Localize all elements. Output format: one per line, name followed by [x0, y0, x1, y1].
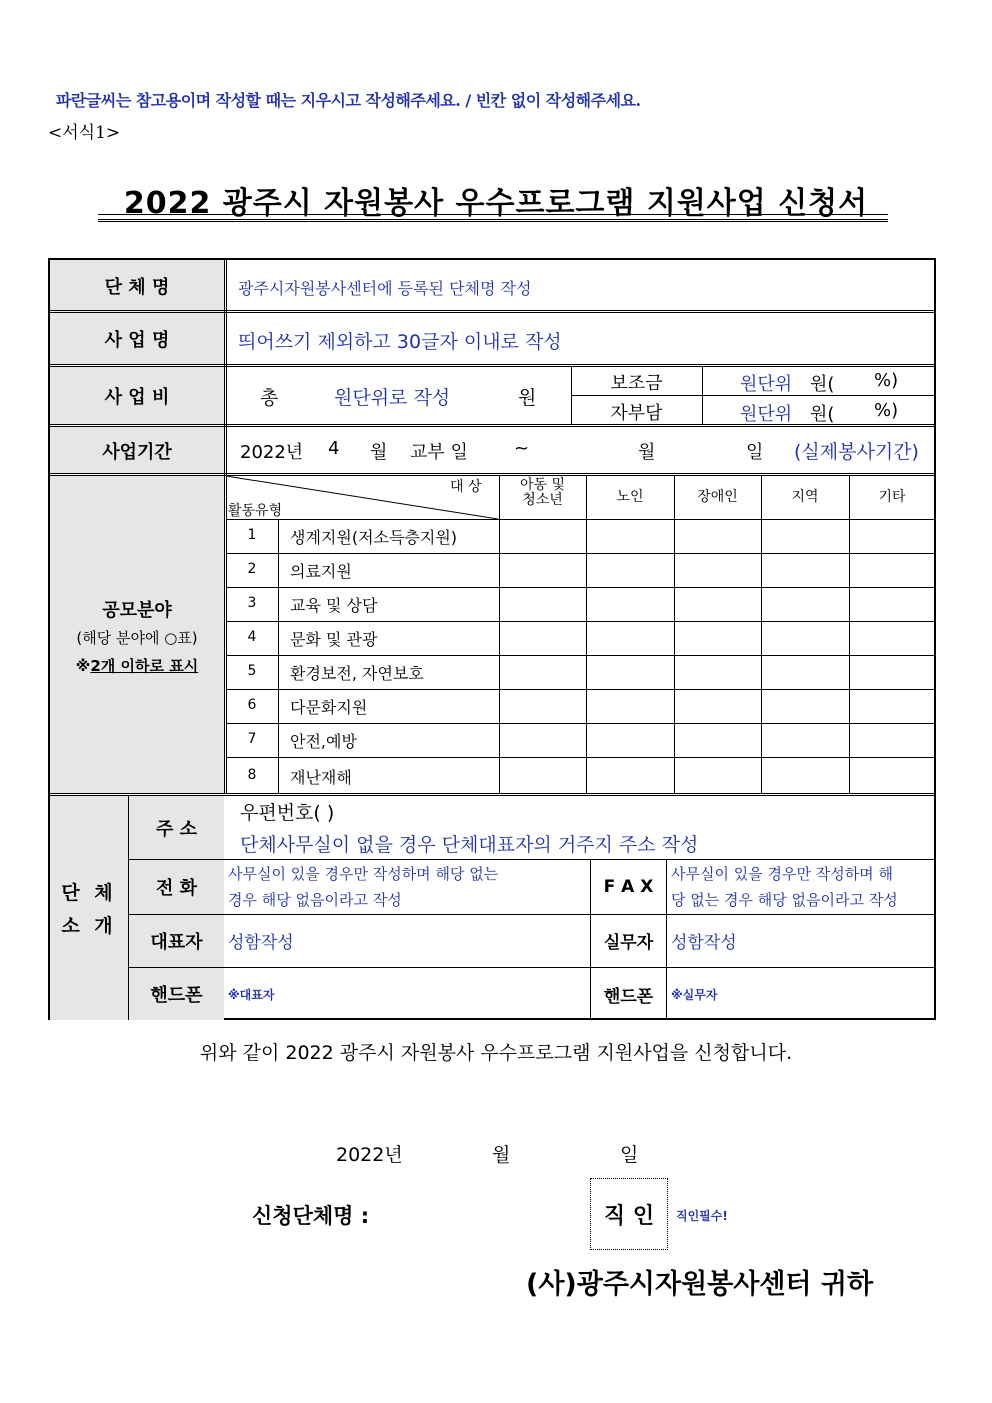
- period-end-month[interactable]: 월: [638, 442, 656, 463]
- diag-type-label: 활동유형: [228, 503, 283, 519]
- col-youth: 아동 및 청소년: [519, 477, 566, 508]
- mobile-staff-field[interactable]: ※실무자: [671, 988, 718, 1002]
- fax-field-line2[interactable]: 당 없는 경우 해당 없음이라고 작성: [671, 891, 898, 909]
- page-title: 2022 광주시 자원봉사 우수프로그램 지원사업 신청서: [123, 186, 869, 221]
- divider: [129, 859, 934, 860]
- application-statement: 위와 같이 2022 광주시 자원봉사 우수프로그램 지원사업을 신청합니다.: [199, 1042, 793, 1064]
- period-start-month-field[interactable]: 4: [328, 438, 340, 459]
- period-month-unit: 월: [370, 442, 388, 463]
- col-elderly: 노인: [616, 489, 644, 505]
- row-number: 1: [247, 527, 257, 543]
- mobile-rep-field[interactable]: ※대표자: [228, 988, 275, 1002]
- form-number: <서식1>: [48, 123, 121, 143]
- date-month-field[interactable]: 월: [492, 1144, 511, 1166]
- self-funding-field[interactable]: 원단위: [740, 404, 793, 425]
- date-year: 2022년: [336, 1144, 403, 1166]
- org-name-field[interactable]: 광주시자원봉사센터에 등록된 단체명 작성: [238, 279, 532, 298]
- divider: [666, 860, 667, 1020]
- date-day-field[interactable]: 일: [620, 1144, 639, 1166]
- project-name-label: 사 업 명: [50, 313, 224, 365]
- divider: [278, 519, 279, 794]
- row-type: 재난재해: [290, 768, 352, 787]
- field-label: 공모분야: [102, 600, 172, 621]
- row-number: 7: [247, 731, 257, 747]
- self-funding-label: 자부담: [610, 403, 663, 424]
- seal-box[interactable]: 직 인: [590, 1178, 668, 1250]
- subsidy-field[interactable]: 원단위: [740, 374, 793, 395]
- seal-note: 직인필수!: [676, 1209, 728, 1223]
- phone-field-line2[interactable]: 경우 해당 없음이라고 작성: [228, 891, 402, 909]
- title-underline-2: [98, 221, 888, 222]
- row-number: 3: [247, 595, 257, 611]
- address-label: 주 소: [129, 796, 224, 859]
- divider: [702, 367, 703, 425]
- fax-label: F A X: [603, 877, 654, 897]
- mobile-label: 핸드폰: [129, 968, 224, 1020]
- address-field[interactable]: 단체사무실이 없을 경우 단체대표자의 거주지 주소 작성: [240, 834, 699, 856]
- self-funding-unit: 원(: [810, 404, 835, 425]
- zip-code-field[interactable]: 우편번호( ): [240, 802, 335, 824]
- row-type: 생계지원(저소득층지원): [290, 528, 458, 547]
- field-selection-grid[interactable]: [500, 520, 934, 793]
- phone-field-line1[interactable]: 사무실이 있을 경우만 작성하며 해당 없는: [228, 865, 499, 883]
- staff-field[interactable]: 성함작성: [671, 933, 737, 953]
- subsidy-label: 보조금: [610, 373, 663, 394]
- title-underline: [98, 214, 888, 220]
- representative-field[interactable]: 성함작성: [228, 933, 294, 953]
- period-start-day: 교부 일: [410, 442, 468, 463]
- row-number: 8: [247, 767, 257, 783]
- field-note: (해당 분야에 ○표): [76, 629, 198, 647]
- org-info-label-2: 소 개: [61, 915, 117, 937]
- budget-total-field[interactable]: 원단위로 작성: [334, 387, 451, 409]
- representative-label: 대표자: [129, 915, 224, 967]
- col-region: 지역: [791, 489, 819, 505]
- application-form: [48, 258, 936, 1020]
- row-number: 2: [247, 561, 257, 577]
- col-disabled: 장애인: [697, 489, 738, 505]
- diag-target-label: 대 상: [450, 479, 482, 495]
- row-type: 안전,예방: [290, 732, 357, 751]
- row-number: 6: [247, 697, 257, 713]
- recipient: (사)광주시자원봉사센터 귀하: [526, 1269, 874, 1300]
- divider: [129, 967, 934, 968]
- row-type: 다문화지원: [290, 698, 368, 717]
- row-type: 문화 및 관광: [290, 630, 378, 649]
- budget-total-prefix: 총: [260, 387, 279, 409]
- row-type: 환경보전, 자연보호: [290, 664, 424, 683]
- field-limit-note: ※2개 이하로 표시: [75, 657, 199, 675]
- org-name-label: 단 체 명: [50, 260, 224, 312]
- row-type: 교육 및 상담: [290, 596, 378, 615]
- divider: [129, 914, 934, 915]
- period-note: (실제봉사기간): [794, 441, 919, 463]
- org-info-label-1: 단 체: [61, 882, 117, 904]
- notice-text: 파란글씨는 참고용이며 작성할 때는 지우시고 작성해주세요. / 빈칸 없이 작성해주세요.: [56, 91, 641, 110]
- phone-label: 전 화: [129, 860, 224, 914]
- row-number: 5: [247, 663, 257, 679]
- budget-label: 사 업 비: [50, 367, 224, 425]
- fax-field-line1[interactable]: 사무실이 있을 경우만 작성하며 해: [671, 865, 893, 883]
- self-funding-percent[interactable]: %): [874, 400, 899, 421]
- row-number: 4: [247, 629, 257, 645]
- mobile-staff-label: 핸드폰: [603, 987, 654, 1007]
- row-type: 의료지원: [290, 562, 352, 581]
- subsidy-unit: 원(: [810, 374, 835, 395]
- subsidy-percent[interactable]: %): [874, 370, 899, 391]
- period-end-day[interactable]: 일: [746, 442, 764, 463]
- period-year: 2022년: [240, 442, 304, 463]
- period-tilde: ~: [514, 438, 530, 459]
- staff-label: 실무자: [603, 933, 654, 953]
- applicant-label: 신청단체명 :: [252, 1204, 370, 1228]
- org-info-label-cell: [50, 796, 128, 1020]
- project-name-field[interactable]: 띄어쓰기 제외하고 30글자 이내로 작성: [238, 331, 562, 353]
- budget-total-unit: 원: [518, 387, 537, 409]
- col-other: 기타: [878, 489, 906, 505]
- period-label: 사업기간: [50, 427, 224, 474]
